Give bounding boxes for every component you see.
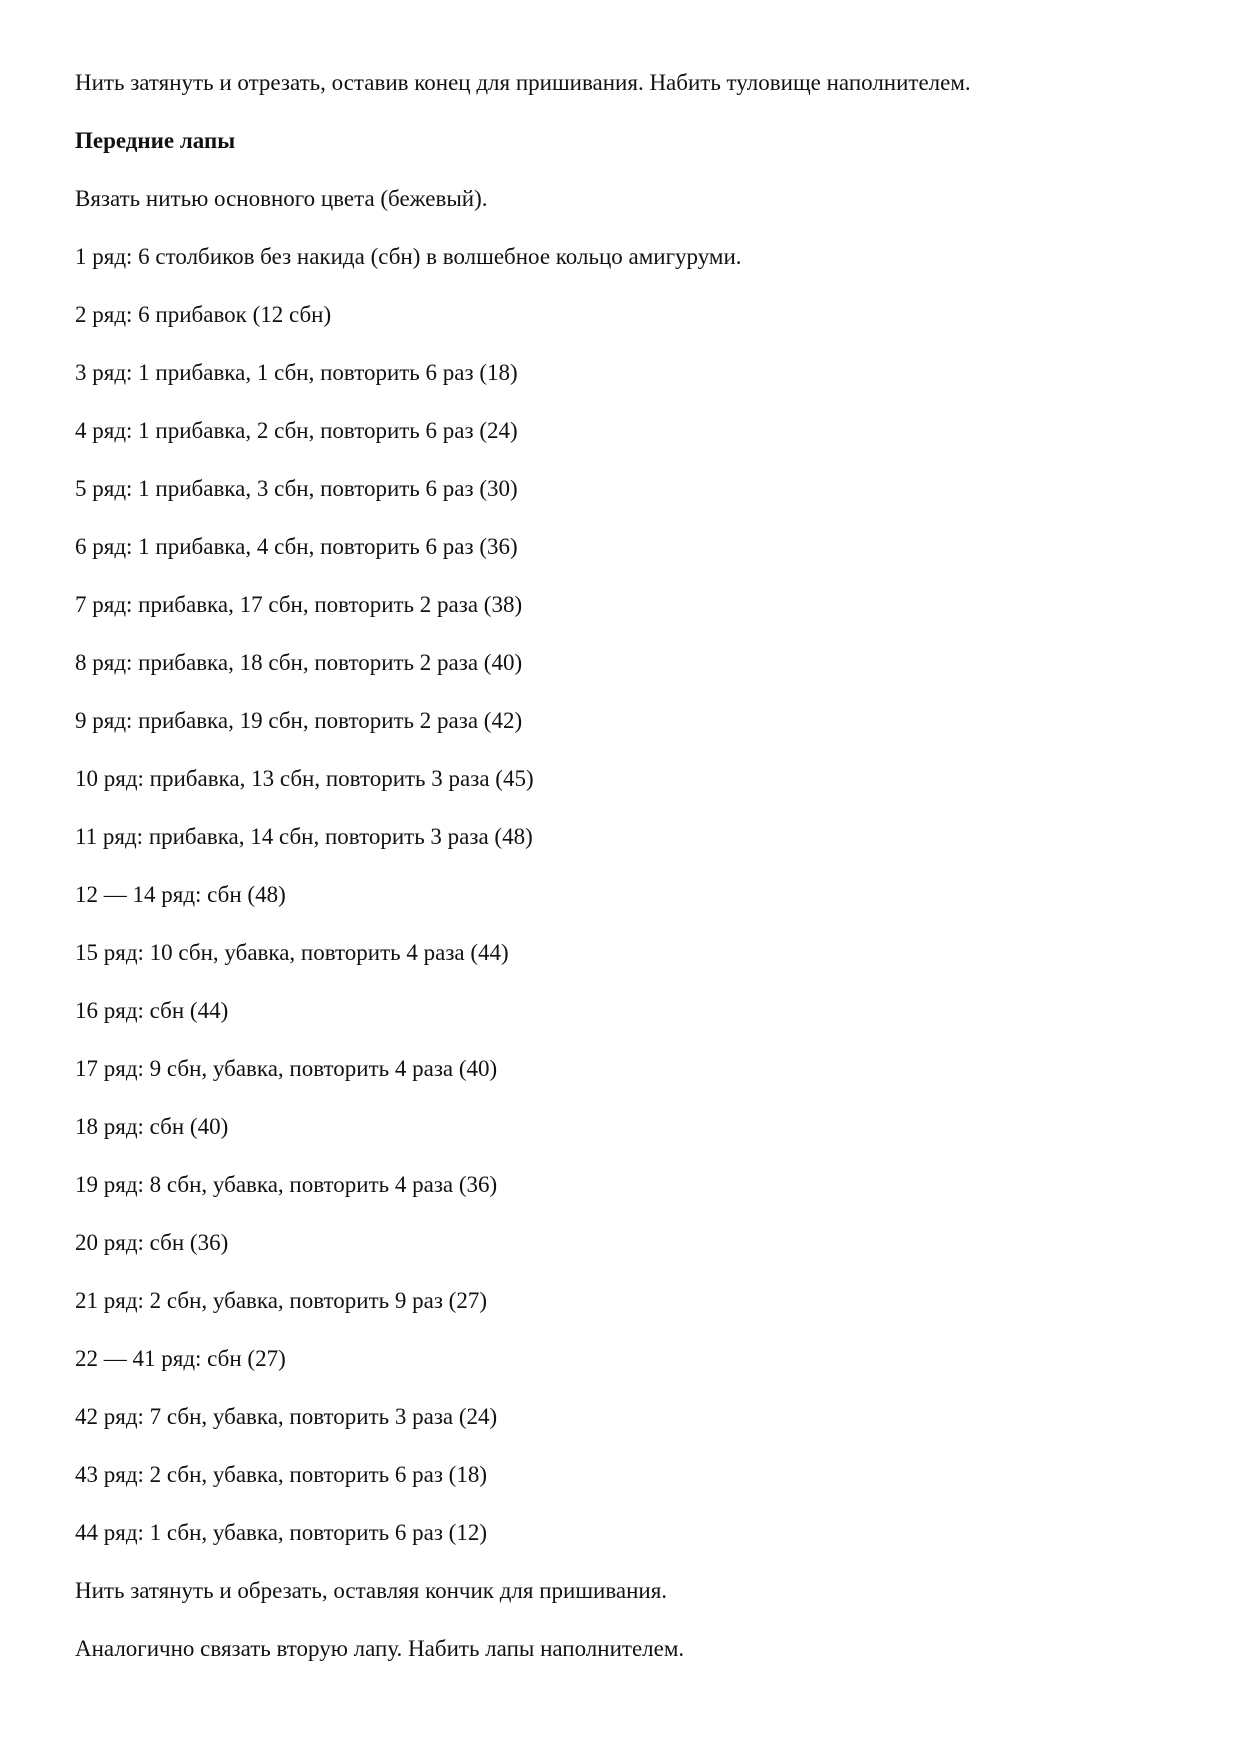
section-heading: Передние лапы: [75, 128, 236, 153]
list-item: 5 ряд: 1 прибавка, 3 сбн, повторить 6 раз (30): [75, 476, 518, 501]
list-item: 18 ряд: сбн (40): [75, 1114, 229, 1139]
list-item: 22 — 41 ряд: сбн (27): [75, 1346, 286, 1371]
list-item: 19 ряд: 8 сбн, убавка, повторить 4 раза (36): [75, 1172, 498, 1197]
row-list: [75, 242, 1175, 1548]
intro-paragraph: Нить затянуть и отрезать, оставив конец для пришивания. Набить туловище наполнителем.: [75, 70, 971, 95]
list-item: 20 ряд: сбн (36): [75, 1230, 229, 1255]
list-item: 11 ряд: прибавка, 14 сбн, повторить 3 раза (48): [75, 824, 533, 849]
list-item: 17 ряд: 9 сбн, убавка, повторить 4 раза (40): [75, 1056, 498, 1081]
list-item: 43 ряд: 2 сбн, убавка, повторить 6 раз (18): [75, 1462, 487, 1487]
list-item: 6 ряд: 1 прибавка, 4 сбн, повторить 6 раз (36): [75, 534, 518, 559]
outro-paragraph-2: Аналогично связать вторую лапу. Набить лапы наполнителем.: [75, 1636, 685, 1661]
list-item: 3 ряд: 1 прибавка, 1 сбн, повторить 6 раз (18): [75, 360, 518, 385]
list-item: 44 ряд: 1 сбн, убавка, повторить 6 раз (12): [75, 1520, 487, 1545]
list-item: 15 ряд: 10 сбн, убавка, повторить 4 раза (44): [75, 940, 509, 965]
list-item: 9 ряд: прибавка, 19 сбн, повторить 2 раза (42): [75, 708, 523, 733]
list-item: 7 ряд: прибавка, 17 сбн, повторить 2 раза (38): [75, 592, 523, 617]
list-item: 4 ряд: 1 прибавка, 2 сбн, повторить 6 раз (24): [75, 418, 518, 443]
outro-paragraph-1: Нить затянуть и обрезать, оставляя кончик для пришивания.: [75, 1578, 668, 1603]
list-item: 1 ряд: 6 столбиков без накида (сбн) в волшебное кольцо амигуруми.: [75, 244, 742, 269]
list-item: 21 ряд: 2 сбн, убавка, повторить 9 раз (27): [75, 1288, 487, 1313]
list-item: 16 ряд: сбн (44): [75, 998, 229, 1023]
list-item: 10 ряд: прибавка, 13 сбн, повторить 3 раза (45): [75, 766, 534, 791]
list-item: 2 ряд: 6 прибавок (12 сбн): [75, 302, 332, 327]
list-item: 12 — 14 ряд: сбн (48): [75, 882, 286, 907]
list-item: 42 ряд: 7 сбн, убавка, повторить 3 раза (24): [75, 1404, 498, 1429]
list-item: 8 ряд: прибавка, 18 сбн, повторить 2 раза (40): [75, 650, 523, 675]
document-body: [75, 68, 1175, 1692]
instruction-paragraph: Вязать нитью основного цвета (бежевый).: [75, 186, 488, 211]
